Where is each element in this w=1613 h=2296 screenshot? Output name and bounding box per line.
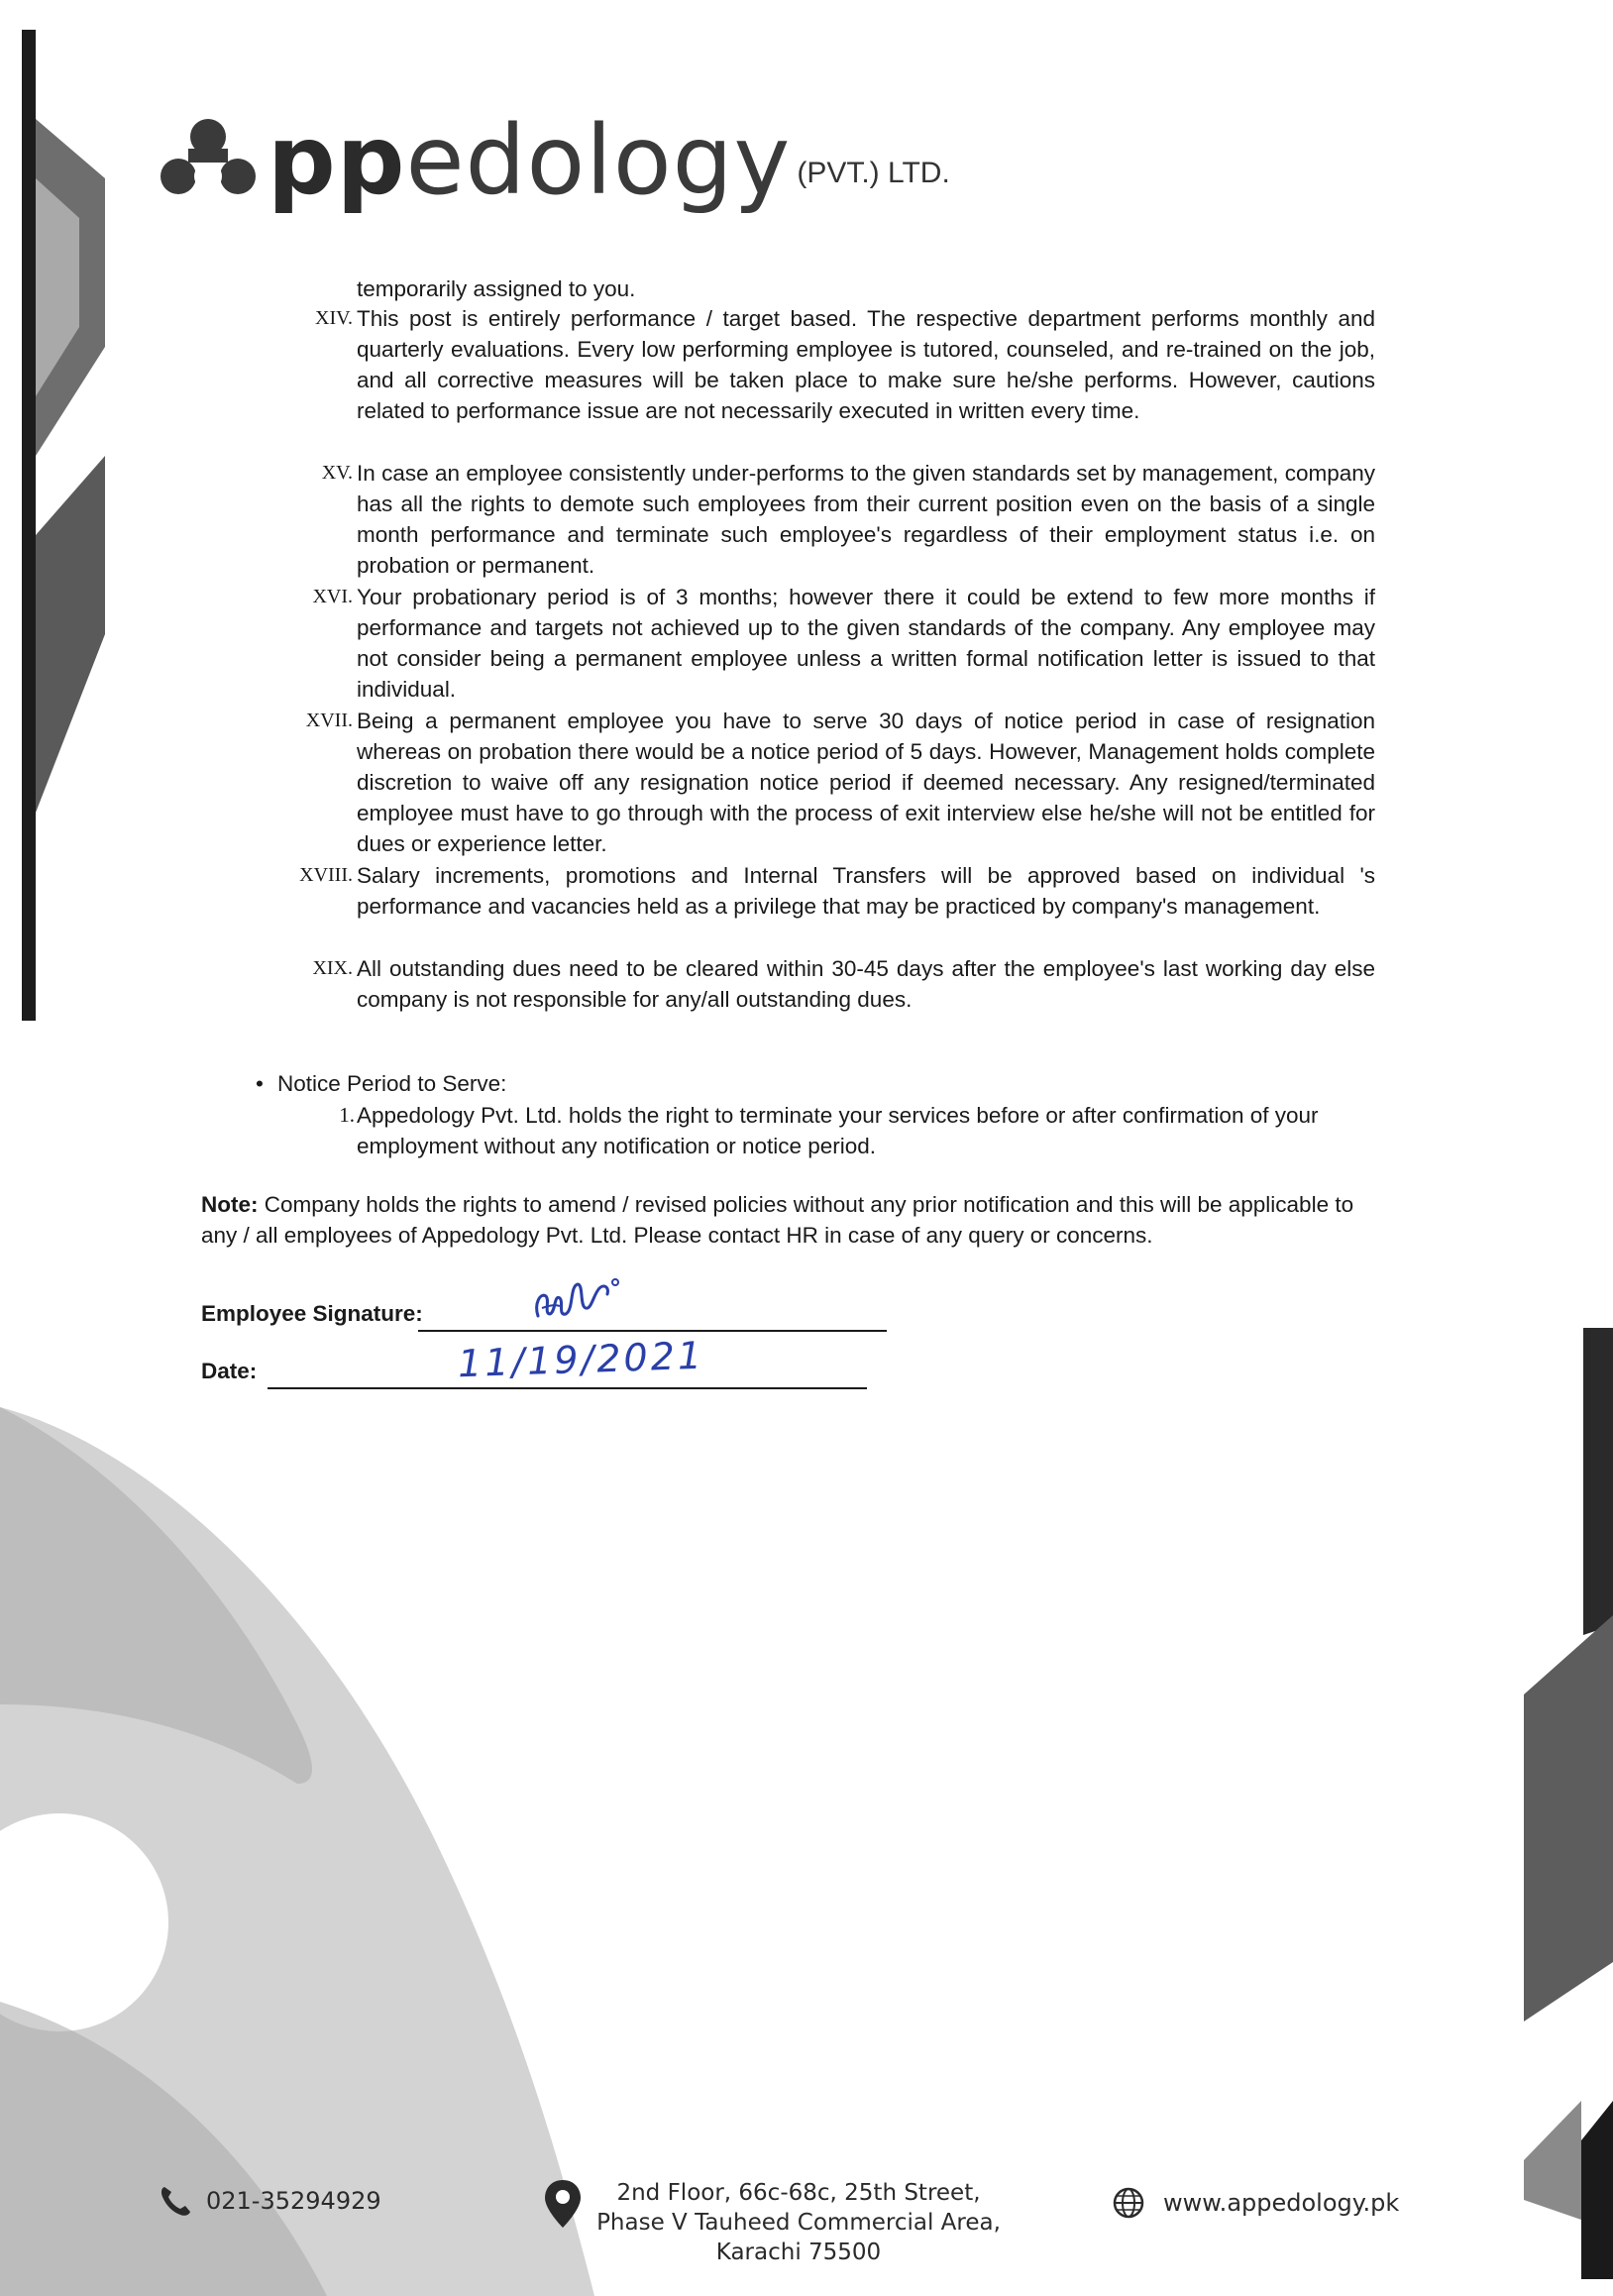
location-pin-icon [543,2178,583,2230]
left-decor-bar [22,30,36,1021]
item-text: Your probationary period is of 3 months; however there it could be extend to few more months if performance and targets not achieved up to the given standards of the company. Any employee may not consider being a permanent employee unless a written formal notification letter is issued to that individual. [357,585,1375,702]
policy-item [268,458,1377,581]
notice-period-heading [256,1068,506,1099]
item-number: XIX. [312,957,353,979]
phone-number: 021-35294929 [206,2187,381,2215]
item-text: Salary increments, promotions and Internal Transfers will be approved based on individual 's performance and vacancies held as a privilege that may be practiced by company's management. [357,863,1375,919]
address-line: Phase V Tauheed Commercial Area, [596,2210,1001,2236]
policy-item [268,860,1377,952]
employee-signature-label: Employee Signature: [201,1301,423,1326]
policy-item [268,706,1377,860]
item-text: In case an employee consistently under-performs to the given standards set by management, company has all the rights to demote such employees from their current position even on the basis of a single month performance and terminate such employee's regardless of their employment status i.e. on probation or permanent. [357,461,1375,578]
left-decor-strip [36,119,105,813]
note-text: Company holds the rights to amend / revised policies without any prior notification and this will be applicable to any / all employees of Appedology Pvt. Ltd. Please contact HR in case of any query or concerns. [201,1192,1354,1248]
logo-pp: pp [268,105,406,216]
policy-item [268,582,1377,705]
address-line: 2nd Floor, 66c-68c, 25th Street, [616,2180,981,2206]
item-text: Being a permanent employee you have to serve 30 days of notice period in case of resignation whereas on probation there would be a notice period of 5 days. However, Management holds complete discretion to waive off any resignation notice period if deemed necessary. Any resigned/terminated employee must have to go through with the process of exit interview else he/she will not be entitled for dues or experience letter. [357,709,1375,856]
globe-icon [1112,2186,1145,2220]
sub-item-text: Appedology Pvt. Ltd. holds the right to terminate your services before or after confirmation of your employment without any notification or notice period. [357,1103,1319,1158]
date-line [268,1387,867,1389]
phone-icon [159,2184,192,2218]
handwritten-date: 11/19/2021 [457,1333,705,1386]
logo-mark-icon [149,109,268,208]
website-url[interactable]: www.appedology.pk [1163,2189,1400,2217]
bottom-left-swoosh [0,1407,614,2296]
note-paragraph [201,1189,1370,1251]
handwritten-signature [530,1264,629,1334]
footer-website [1112,2186,1399,2220]
logo-wordmark [268,105,792,216]
continuation-line: temporarily assigned to you. [357,276,636,301]
policy-item [268,953,1377,1015]
item-number: XV. [321,462,353,484]
item-number: XVII. [305,710,353,731]
note-label: Note: [201,1192,259,1217]
footer-phone [159,2184,381,2218]
item-text: All outstanding dues need to be cleared within 30-45 days after the employee's last working day else company is not responsible for any/all outstanding dues. [357,956,1375,1012]
logo-rest: edology [405,105,792,216]
footer-address [543,2178,1007,2267]
policy-item [268,303,1377,458]
company-logo [149,89,950,216]
bullet-symbol: • [256,1071,264,1096]
right-decor [1524,1328,1613,2279]
item-number: XVIII. [299,864,353,886]
item-number: XVI. [312,586,353,607]
bullet-heading-text: Notice Period to Serve: [277,1071,507,1096]
signature-line [418,1330,887,1332]
logo-suffix: (PVT.) LTD. [797,157,950,189]
date-label: Date: [201,1359,258,1383]
footer [0,2170,1613,2296]
item-text: This post is entirely performance / target based. The respective department performs monthly and quarterly evaluations. Every low performing employee is tutored, counseled, and re-trained on the job, and all corrective measures will be taken place to make sure he/she performs. However, cautions related to performance issue are not necessarily executed in written every time. [357,306,1375,423]
address-text [591,2178,1007,2267]
item-number: XIV. [315,307,353,329]
sub-item-number: 1. [339,1103,355,1127]
address-line: Karachi 75500 [715,2240,882,2265]
